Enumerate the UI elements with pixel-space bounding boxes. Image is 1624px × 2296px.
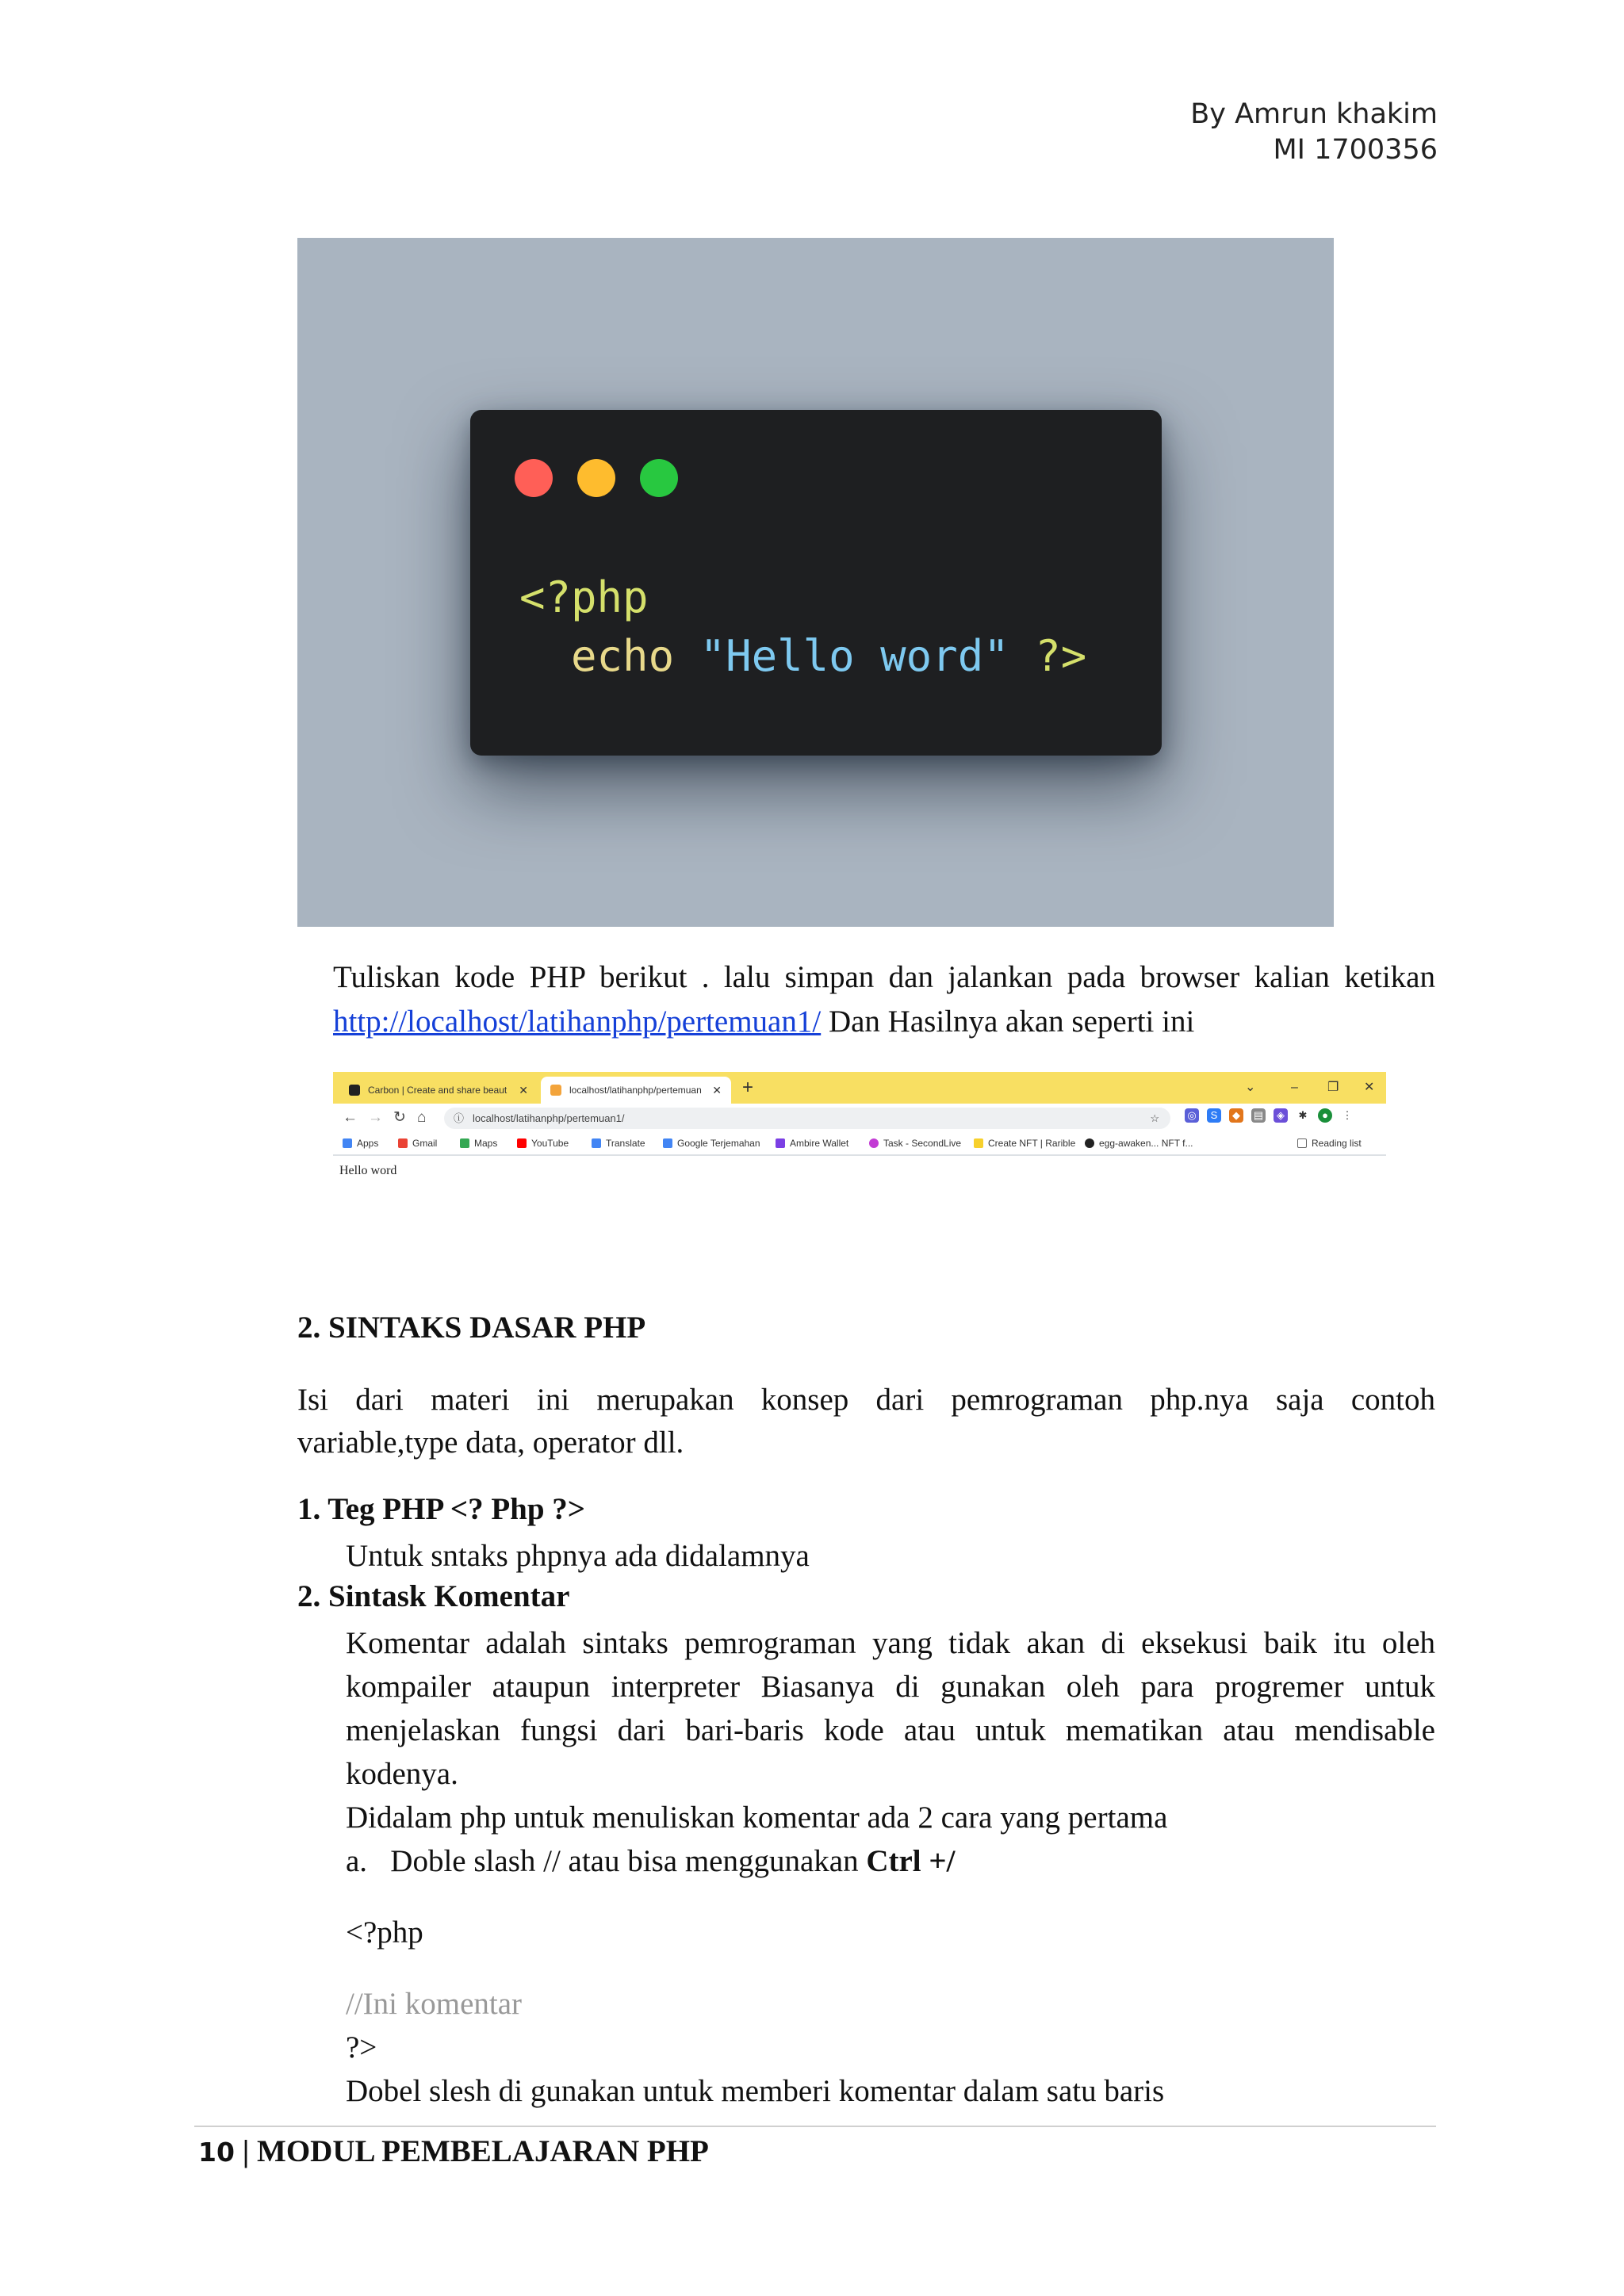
address-text: localhost/latihanphp/pertemuan1/ (473, 1112, 625, 1124)
close-icon[interactable]: ✕ (519, 1084, 528, 1096)
section-title: 2. SINTAKS DASAR PHP (297, 1311, 646, 1345)
example-code-open: <?php (346, 1915, 423, 1950)
bookmark-maps[interactable] (460, 1132, 497, 1154)
bookmark-secondlive[interactable] (869, 1132, 961, 1154)
carbon-favicon-icon (349, 1085, 360, 1096)
tab-search-icon[interactable]: ⌄ (1245, 1081, 1256, 1094)
secondlive-icon (869, 1138, 879, 1148)
youtube-icon (517, 1138, 527, 1148)
bookmark-label: Reading list (1312, 1138, 1362, 1149)
browser-screenshot (333, 1072, 1386, 1189)
extension-icon[interactable]: S (1207, 1108, 1221, 1123)
menu-icon[interactable]: ⋮ (1342, 1109, 1353, 1121)
close-icon[interactable]: ✕ (712, 1084, 722, 1096)
page-number: 10 (198, 2137, 235, 2168)
code-close-tag: ?> (1035, 631, 1087, 681)
sub-item-a (346, 1839, 955, 1883)
bookmark-rarible[interactable] (974, 1132, 1075, 1154)
author-name: By Amrun khakim (1190, 98, 1438, 130)
item2-line-2: kompailer ataupun interpreter Biasanya di gunakan oleh para progremer untuk (346, 1670, 1435, 1704)
bookmark-ambire[interactable] (776, 1132, 848, 1154)
back-icon[interactable]: ← (343, 1109, 358, 1126)
xampp-favicon-icon (550, 1085, 561, 1096)
section-intro-line-1: Isi dari materi ini merupakan konsep dari pemrograman php.nya saja contoh (297, 1383, 1435, 1417)
nav-bar (333, 1104, 1386, 1132)
footer-title: MODUL PEMBELAJARAN PHP (257, 2134, 709, 2168)
bookmark-translate[interactable] (592, 1132, 645, 1154)
info-icon: ⓘ (454, 1112, 465, 1124)
item1-title: 1. Teg PHP <? Php ?> (297, 1492, 586, 1526)
close-window-icon[interactable]: ✕ (1364, 1081, 1375, 1094)
tab-carbon[interactable] (339, 1077, 538, 1104)
code-snippet-image (297, 238, 1334, 927)
student-id: MI 1700356 (1273, 134, 1438, 166)
translate-icon (592, 1138, 601, 1148)
reading-list[interactable] (1297, 1132, 1362, 1154)
tab-localhost-label: localhost/latihanphp/pertemuan (569, 1085, 702, 1096)
item2-line-4: kodenya. (346, 1757, 458, 1791)
close-dot-icon (515, 459, 553, 497)
item2-title: 2. Sintask Komentar (297, 1579, 570, 1613)
page-header (1190, 97, 1438, 168)
bookmark-egg-awaken[interactable] (1085, 1132, 1193, 1154)
code-block (519, 568, 1086, 686)
bookmark-label: Apps (357, 1138, 379, 1149)
code-string: "Hello word" (699, 631, 1009, 681)
translate-icon (663, 1138, 672, 1148)
extension-icon[interactable]: ◎ (1185, 1108, 1199, 1123)
page-footer (198, 2133, 709, 2172)
code-open-tag: <?php (519, 572, 649, 622)
bookmark-gmail[interactable] (398, 1132, 437, 1154)
intro-text-1: Tuliskan kode PHP berikut . lalu simpan dan jalankan pada browser kalian ketikan (333, 960, 1435, 994)
code-echo: echo (571, 631, 675, 681)
new-tab-icon[interactable]: + (742, 1077, 754, 1098)
code-window (470, 410, 1162, 756)
localhost-link[interactable]: http://localhost/latihanphp/pertemuan1/ (333, 1004, 822, 1039)
example-code-comment: //Ini komentar (346, 1987, 523, 2021)
minimize-dot-icon (577, 459, 615, 497)
extension-icon[interactable]: ◈ (1274, 1108, 1288, 1123)
sub-item-a-text: a. Doble slash // atau bisa menggunakan (346, 1844, 867, 1878)
reload-icon[interactable]: ↻ (393, 1109, 406, 1126)
bookmark-label: Create NFT | Rarible (988, 1138, 1076, 1149)
intro-line-2 (333, 1000, 1435, 1044)
minimize-icon[interactable]: – (1291, 1081, 1298, 1094)
page-output: Hello word (339, 1164, 397, 1177)
bookmark-label: Task - SecondLive (883, 1138, 962, 1149)
bookmark-youtube[interactable] (517, 1132, 569, 1154)
rarible-icon (974, 1138, 983, 1148)
bookmark-apps[interactable] (343, 1132, 378, 1154)
puzzle-icon[interactable]: ✱ (1298, 1109, 1308, 1121)
bookmark-google-terjemahan[interactable] (663, 1132, 760, 1154)
sub-item-a-shortcut: Ctrl +/ (866, 1844, 956, 1878)
tab-carbon-label: Carbon | Create and share beaut (368, 1085, 508, 1096)
apps-icon (343, 1138, 352, 1148)
gmail-icon (398, 1138, 408, 1148)
egg-icon (1085, 1138, 1094, 1148)
bookmark-star-icon[interactable]: ☆ (1150, 1112, 1159, 1124)
tab-localhost[interactable] (541, 1077, 731, 1104)
forward-icon[interactable]: → (368, 1109, 383, 1126)
bookmark-label: Ambire Wallet (790, 1138, 849, 1149)
item2-line-1: Komentar adalah sintaks pemrograman yang tidak akan di eksekusi baik itu oleh (346, 1626, 1435, 1660)
home-icon[interactable]: ⌂ (417, 1109, 427, 1126)
reading-list-icon (1297, 1138, 1307, 1148)
intro-line-1 (333, 955, 1435, 1000)
item2-line-5: Didalam php untuk menuliskan komentar ada 2 cara yang pertama (346, 1800, 1168, 1835)
ambire-icon (776, 1138, 785, 1148)
bookmark-label: Maps (474, 1138, 498, 1149)
address-bar[interactable] (444, 1108, 1170, 1129)
maps-icon (460, 1138, 469, 1148)
section-intro-line-2: variable,type data, operator dll. (297, 1425, 684, 1460)
bookmark-label: Gmail (412, 1138, 438, 1149)
footer-separator: | (234, 2134, 258, 2168)
bookmark-label: egg-awaken... NFT f... (1099, 1138, 1193, 1149)
profile-icon[interactable]: ● (1318, 1108, 1332, 1123)
bookmark-label: Translate (606, 1138, 645, 1149)
item1-text: Untuk sntaks phpnya ada didalamnya (346, 1539, 810, 1573)
example-code-close: ?> (346, 2030, 377, 2064)
bookmark-label: Google Terjemahan (677, 1138, 760, 1149)
intro-text-2: Dan Hasilnya akan seperti ini (821, 1004, 1195, 1039)
restore-icon[interactable]: ❐ (1327, 1081, 1339, 1094)
bookmark-label: YouTube (531, 1138, 569, 1149)
footer-divider (194, 2126, 1436, 2127)
maximize-dot-icon (640, 459, 678, 497)
extension-icon[interactable]: ▤ (1251, 1108, 1266, 1123)
extensions-bar (1185, 1108, 1354, 1123)
tab-bar (333, 1072, 1386, 1104)
item2-line-3: menjelaskan fungsi dari bari-baris kode atau untuk mematikan atau mendisable (346, 1713, 1435, 1747)
bookmarks-bar (333, 1132, 1386, 1156)
metamask-icon[interactable]: ◆ (1229, 1108, 1243, 1123)
closing-text: Dobel slesh di gunakan untuk memberi komentar dalam satu baris (346, 2074, 1165, 2108)
